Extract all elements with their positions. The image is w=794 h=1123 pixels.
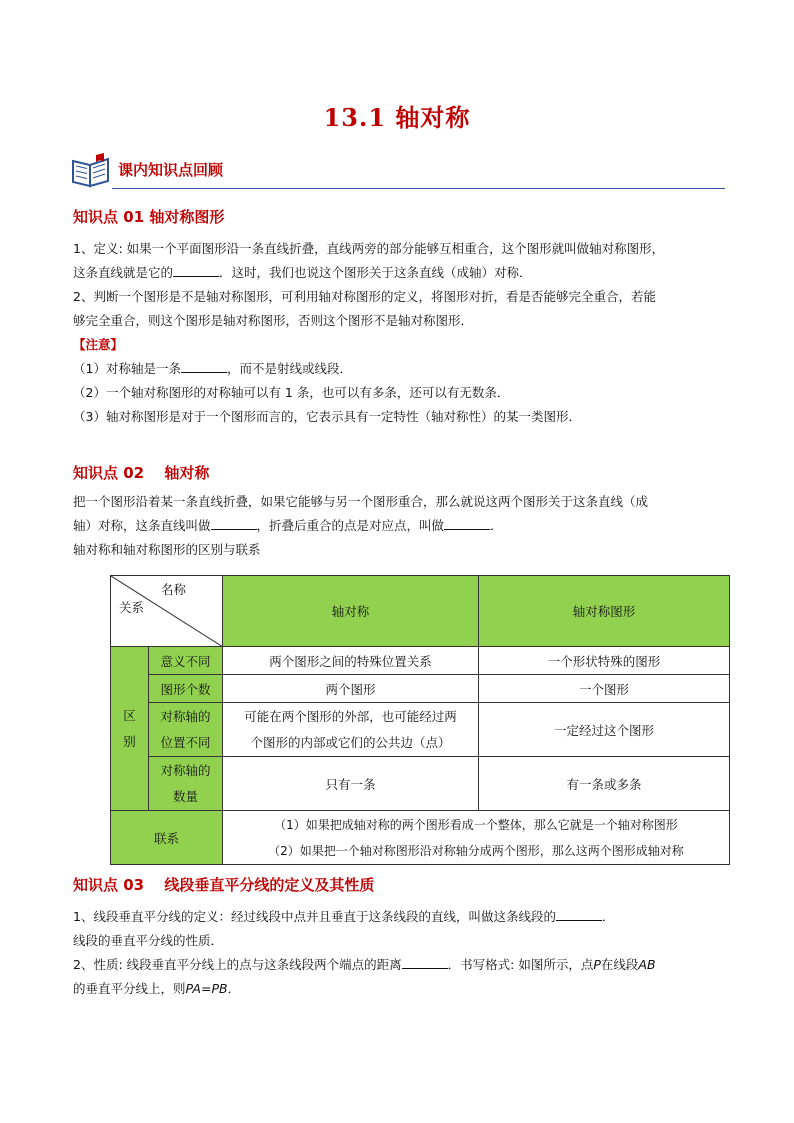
- row-label: 意义不同: [149, 647, 223, 675]
- section-heading-2: 知识点 02 轴对称: [73, 464, 210, 482]
- col-header-symmetric-figure: 轴对称图形: [479, 576, 730, 647]
- note-3: （3）轴对称图形是对于一个图形而言的，它表示具有一定特性（轴对称性）的某一类图形．: [73, 409, 581, 424]
- table-row: [111, 675, 730, 703]
- s1-line-4: 够完全重合，则这个图形是轴对称图形，否则这个图形不是轴对称图形．: [73, 313, 474, 328]
- answer-blank: [211, 515, 257, 530]
- answer-blank: [181, 358, 227, 373]
- s3-text: ．书写格式: 如图所示，点: [447, 957, 594, 972]
- link-line-2: （2）如果把一个轴对称图形沿对称轴分成两个图形，那么这两个图形成轴对称: [268, 843, 684, 858]
- review-label: 课内知识点回顾: [118, 161, 224, 179]
- s3-line-1: [73, 905, 733, 929]
- s2-text: ，折叠后重合的点是对应点，叫做: [256, 518, 445, 533]
- diff-label-2: 别: [123, 733, 136, 749]
- s3-line-3: [73, 953, 733, 977]
- row-label-2: 位置不同: [160, 734, 211, 750]
- corner-relation: 关系: [119, 600, 145, 615]
- cell: 两个图形之间的特殊位置关系: [223, 647, 479, 675]
- section-heading-1: 知识点 01 轴对称图形: [73, 208, 225, 226]
- s3-text: ．: [601, 909, 615, 924]
- s3-text: 2、性质: 线段垂直平分线上的点与这条线段两个端点的距离: [73, 957, 402, 972]
- table-row: [111, 647, 730, 675]
- s3-text: ．: [227, 981, 241, 996]
- link-label: 联系: [111, 811, 223, 865]
- corner-name: 名称: [160, 582, 186, 597]
- note-2: （2）一个轴对称图形的对称轴可以有 1 条，也可以有多条，还可以有无数条．: [73, 385, 510, 400]
- row-label-1: 对称轴的: [160, 708, 211, 724]
- cell-line-2: 个图形的内部或它们的公共边（点）: [250, 734, 451, 750]
- table-header-row: [111, 576, 730, 647]
- comparison-table: [110, 575, 730, 865]
- s1-line-2: [73, 261, 733, 285]
- s2-text: ．: [490, 518, 503, 533]
- link-cell: [223, 811, 730, 865]
- point-p: P: [593, 957, 601, 972]
- review-header: [70, 151, 730, 193]
- cell: 有一条或多条: [479, 757, 730, 811]
- cell-line-1: 可能在两个图形的外部，也可能经过两: [244, 708, 457, 724]
- note-text: ，而不是射线或线段．: [226, 361, 352, 376]
- segment-ab: AB: [638, 957, 656, 972]
- s2-line-1: 把一个图形沿着某一条直线折叠，如果它能够与另一个图形重合，那么就说这两个图形关于这条直线（成: [73, 494, 649, 509]
- s1-line-1: 1、定义: 如果一个平面图形沿一条直线折叠，直线两旁的部分能够互相重合，这个图形就叫做轴对称图形，: [73, 241, 665, 256]
- corner-cell: [111, 576, 223, 647]
- cell: 两个图形: [223, 675, 479, 703]
- note-1: [73, 357, 733, 381]
- section2-paragraph: [73, 490, 733, 562]
- equation: PA=PB: [185, 981, 228, 996]
- s3-line-2: 线段的垂直平分线的性质．: [73, 933, 224, 948]
- answer-blank: [173, 262, 219, 277]
- cell: 一定经过这个图形: [479, 703, 730, 757]
- diff-label-1: 区: [123, 707, 136, 723]
- s1-text: ．这时，我们也说这个图形关于这条直线（成轴）对称．: [219, 265, 532, 280]
- table-row: [111, 811, 730, 865]
- diff-label: [111, 647, 149, 811]
- s1-line-3: 2、判断一个图形是不是轴对称图形，可利用轴对称图形的定义，将图形对折，看是否能够完全重合，若能: [73, 289, 656, 304]
- table-row: [111, 757, 730, 811]
- table-caption: 轴对称和轴对称图形的区别与联系: [73, 542, 261, 557]
- page-title: 13.1 轴对称: [323, 103, 471, 132]
- row-label-2: 数量: [172, 788, 198, 804]
- cell: 一个形状特殊的图形: [479, 647, 730, 675]
- section-heading-3: 知识点 03 线段垂直平分线的定义及其性质: [73, 876, 375, 894]
- book-icon: [70, 153, 112, 189]
- note-text: （1）对称轴是一条: [73, 361, 181, 376]
- s2-line-2: [73, 514, 733, 538]
- answer-blank: [402, 954, 448, 969]
- s3-text: 1、线段垂直平分线的定义：经过线段中点并且垂直于这条线段的直线，叫做这条线段的: [73, 909, 556, 924]
- note-label: 【注意】: [73, 337, 124, 352]
- s3-text: 在线段: [600, 957, 639, 972]
- cell: [223, 703, 479, 757]
- row-label: [149, 757, 223, 811]
- answer-blank: [556, 906, 602, 921]
- s3-text: 的垂直平分线上，则: [73, 981, 186, 996]
- link-line-1: （1）如果把成轴对称的两个图形看成一个整体，那么它就是一个轴对称图形: [274, 817, 678, 832]
- row-label-1: 对称轴的: [160, 762, 211, 778]
- section1-paragraph: [73, 237, 733, 429]
- row-label: 图形个数: [149, 675, 223, 703]
- row-label: [149, 703, 223, 757]
- col-header-axial-symmetry: 轴对称: [223, 576, 479, 647]
- cell: 只有一条: [223, 757, 479, 811]
- s3-line-4: [73, 977, 733, 1001]
- s2-text: 轴）对称，这条直线叫做: [73, 518, 211, 533]
- table-row: [111, 703, 730, 757]
- s1-text: 这条直线就是它的: [73, 265, 174, 280]
- header-rule: [112, 188, 725, 189]
- answer-blank: [444, 515, 490, 530]
- cell: 一个图形: [479, 675, 730, 703]
- section3-paragraph: [73, 905, 733, 1001]
